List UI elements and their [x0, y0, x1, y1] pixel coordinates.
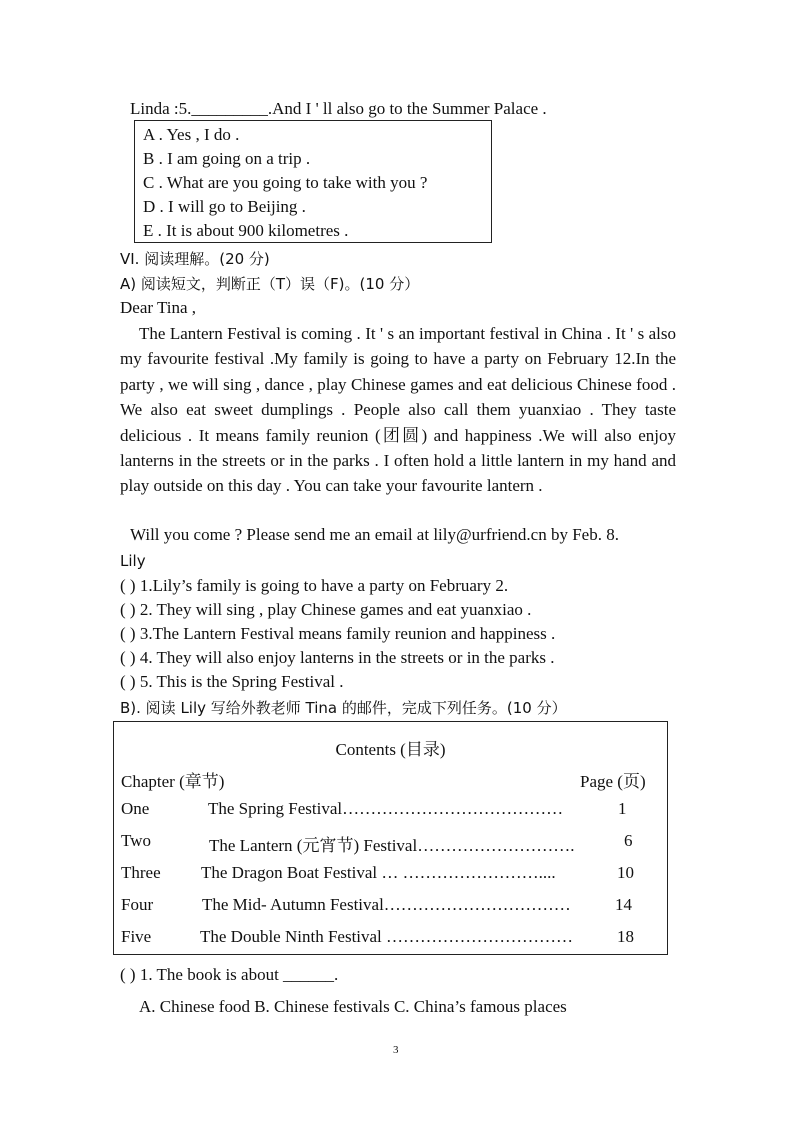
- toc-chapter-number: Five: [121, 927, 152, 946]
- toc-row: [121, 831, 661, 855]
- toc-chapter-title: The Lantern (元宵节) Festival……………………….: [209, 836, 575, 855]
- toc-row: [121, 895, 661, 919]
- letter-paragraph-1: The Lantern Festival is coming . It ' s an important festival in China . It ' s also my favourite festival .My family is going to have a party on February 12.In the party , we will sing , dance , play Chinese games and eat delicious Chinese food . We also eat sweet dumplings . People also call them yuanxiao . They taste delicious . It means family reunion (团圆) and happiness .We will also enjoy lanterns in the streets or in the parks . I often hold a little lantern in my hand and play outside on this day . You can take your favourite lantern .: [120, 324, 676, 496]
- page-header: Page (页): [580, 772, 646, 791]
- letter-paragraph-2: Will you come ? Please send me an email at lily@urfriend.cn by Feb. 8.: [130, 525, 619, 544]
- part-b-heading: B). 阅读 Lily 写给外教老师 Tina 的邮件，完成下列任务。(10 分）: [120, 699, 567, 717]
- option-e: E . It is about 900 kilometres .: [143, 221, 349, 240]
- linda-dialogue-line: Linda :5._________.And I ' ll also go to the Summer Palace .: [130, 99, 547, 118]
- option-c: C . What are you going to take with you ?: [143, 173, 428, 192]
- toc-chapter-title: The Spring Festival…………………………………: [208, 799, 564, 818]
- toc-page-number: 1: [618, 799, 627, 818]
- part-a-heading: A) 阅读短文，判断正（T）误（F)。(10 分）: [120, 275, 420, 293]
- toc-chapter-number: One: [121, 799, 150, 818]
- letter-body: [120, 321, 676, 499]
- option-d: D . I will go to Beijing .: [143, 197, 306, 216]
- letter-signature: Lily: [120, 552, 146, 570]
- toc-row: [121, 863, 661, 887]
- toc-page-number: 14: [615, 895, 632, 914]
- letter-salutation: Dear Tina ,: [120, 298, 197, 317]
- toc-page-number: 10: [617, 863, 634, 882]
- section-vi-heading: VI. 阅读理解。(20 分): [120, 250, 270, 268]
- toc-chapter-title: The Double Ninth Festival ……………………………: [200, 927, 574, 946]
- toc-row: [121, 927, 661, 951]
- toc-page-number: 18: [617, 927, 634, 946]
- tf-question-2: ( ) 2. They will sing , play Chinese games and eat yuanxiao .: [120, 600, 532, 619]
- question-b1-choices: A. Chinese food B. Chinese festivals C. China’s famous places: [139, 997, 567, 1016]
- toc-chapter-number: Two: [121, 831, 151, 850]
- page-number: 3: [393, 1044, 399, 1056]
- question-b1-stem: ( ) 1. The book is about ______.: [120, 965, 339, 984]
- tf-question-3: ( ) 3.The Lantern Festival means family reunion and happiness .: [120, 624, 556, 643]
- toc-chapter-number: Three: [121, 863, 161, 882]
- chapter-header: Chapter (章节): [121, 772, 225, 791]
- option-a: A . Yes , I do .: [143, 125, 240, 144]
- toc-row: [121, 799, 661, 823]
- toc-chapter-number: Four: [121, 895, 154, 914]
- answer-options-box: [134, 120, 492, 243]
- tf-question-1: ( ) 1.Lily’s family is going to have a party on February 2.: [120, 576, 509, 595]
- toc-page-number: 6: [624, 831, 633, 850]
- toc-chapter-title: The Dragon Boat Festival … ……………………....: [201, 863, 556, 882]
- contents-title: Contents (目录): [335, 740, 446, 759]
- contents-table: [113, 721, 668, 955]
- toc-chapter-title: The Mid- Autumn Festival……………………………: [202, 895, 571, 914]
- tf-question-4: ( ) 4. They will also enjoy lanterns in the streets or in the parks .: [120, 648, 555, 667]
- option-b: B . I am going on a trip .: [143, 149, 311, 168]
- tf-question-5: ( ) 5. This is the Spring Festival .: [120, 672, 344, 691]
